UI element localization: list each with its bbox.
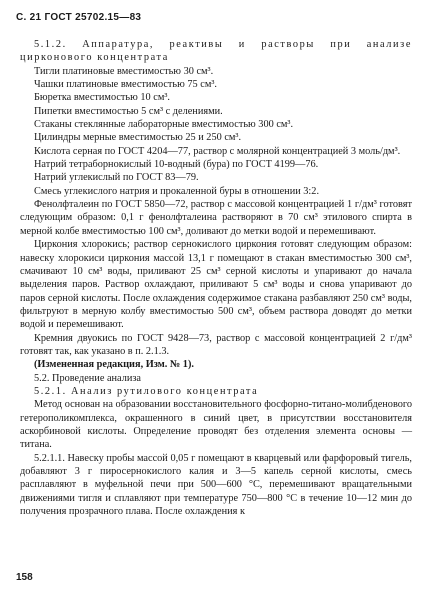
paragraph: Натрий тетраборнокислый 10-водный (бура) по ГОСТ 4199—76. [34, 159, 319, 171]
paragraph: 5.2.1.1. Навеску пробы массой 0,05 г помещают в кварцевый или фарфоровый тигель, добавляют 3 г пиросернокислого калия и 3—5 капель серной кислоты, смесь расплавляют в муфельной печи при 500—600 °С, перемешивают вращательными движениями тигля и сплавляют при температуре 750—800 °С в течение 10—12 мин до получения прозрачного плава. После охлаждения к [20, 452, 412, 518]
paragraph: Пипетки вместимостью 5 см³ с делениями. [34, 105, 223, 117]
paragraph: 5.1.2. Аппаратура, реактивы и растворы при анализе цирконового концентрата [20, 39, 412, 64]
paragraph: Стаканы стеклянные лабораторные вместимостью 300 см³. [34, 119, 294, 131]
page-number: 158 [16, 572, 33, 583]
paragraph: Чашки платиновые вместимостью 75 см³. [34, 79, 218, 91]
paragraph: Цилиндры мерные вместимостью 25 и 250 см³. [34, 132, 242, 144]
paragraph: 5.2. Проведение анализа [34, 372, 141, 384]
paragraph: Фенолфталеин по ГОСТ 5850—72, раствор с массовой концентрацией 1 г/дм³ готовят следующим образом: 0,1 г фенолфталеина растворяют в 70 см³ этилового спирта в мерной колбе вместимостью 100 см³, доливают до метки водой и перемешивают. [20, 199, 412, 237]
paragraph: Бюретка вместимостью 10 см³. [34, 92, 170, 104]
paragraph: (Измененная редакция, Изм. № 1). [34, 359, 194, 371]
page-header: С. 21 ГОСТ 25702.15—83 [16, 12, 142, 23]
paragraph: Циркония хлорокись; раствор сернокислого циркония готовят следующим образом: навеску хлорокиси циркония массой 13,1 г помещают в стакан вместимостью 300 см³, смачивают 10 см³ воды, приливают 25 см³ серной кислоты и упаривают до начала выделения паров. Раствор охлаждают, приливают 5 см³ воды и снова упаривают до паров серной кислоты. После охлаждения содержимое стакана разбавляют 250 см³ воды, фильтруют в мерную колбу вместимостью 500 см³, объем раствора доводят до метки водой и перемешивают. [20, 239, 412, 331]
paragraph: Натрий углекислый по ГОСТ 83—79. [34, 172, 199, 184]
document-body [20, 38, 412, 518]
paragraph: Тигли платиновые вместимостью 30 см³. [34, 65, 214, 77]
paragraph: Кислота серная по ГОСТ 4204—77, раствор с молярной концентрацией 3 моль/дм³. [34, 145, 401, 157]
paragraph: 5.2.1. Анализ рутилового концентрата [34, 385, 259, 397]
paragraph: Метод основан на образовании восстановительного фосфорно-титано-молибденового гетерополикомплекса, окрашенного в синий цвет, в присутствии восстановителя аскорбиновой кислоты. Определение проводят без отделения элемента основы — титана. [20, 399, 412, 451]
paragraph: Кремния двуокись по ГОСТ 9428—73, раствор с массовой концентрацией 2 г/дм³ готовят так, как указано в п. 2.1.3. [20, 332, 412, 357]
paragraph: Смесь углекислого натрия и прокаленной буры в отношении 3:2. [34, 185, 320, 197]
